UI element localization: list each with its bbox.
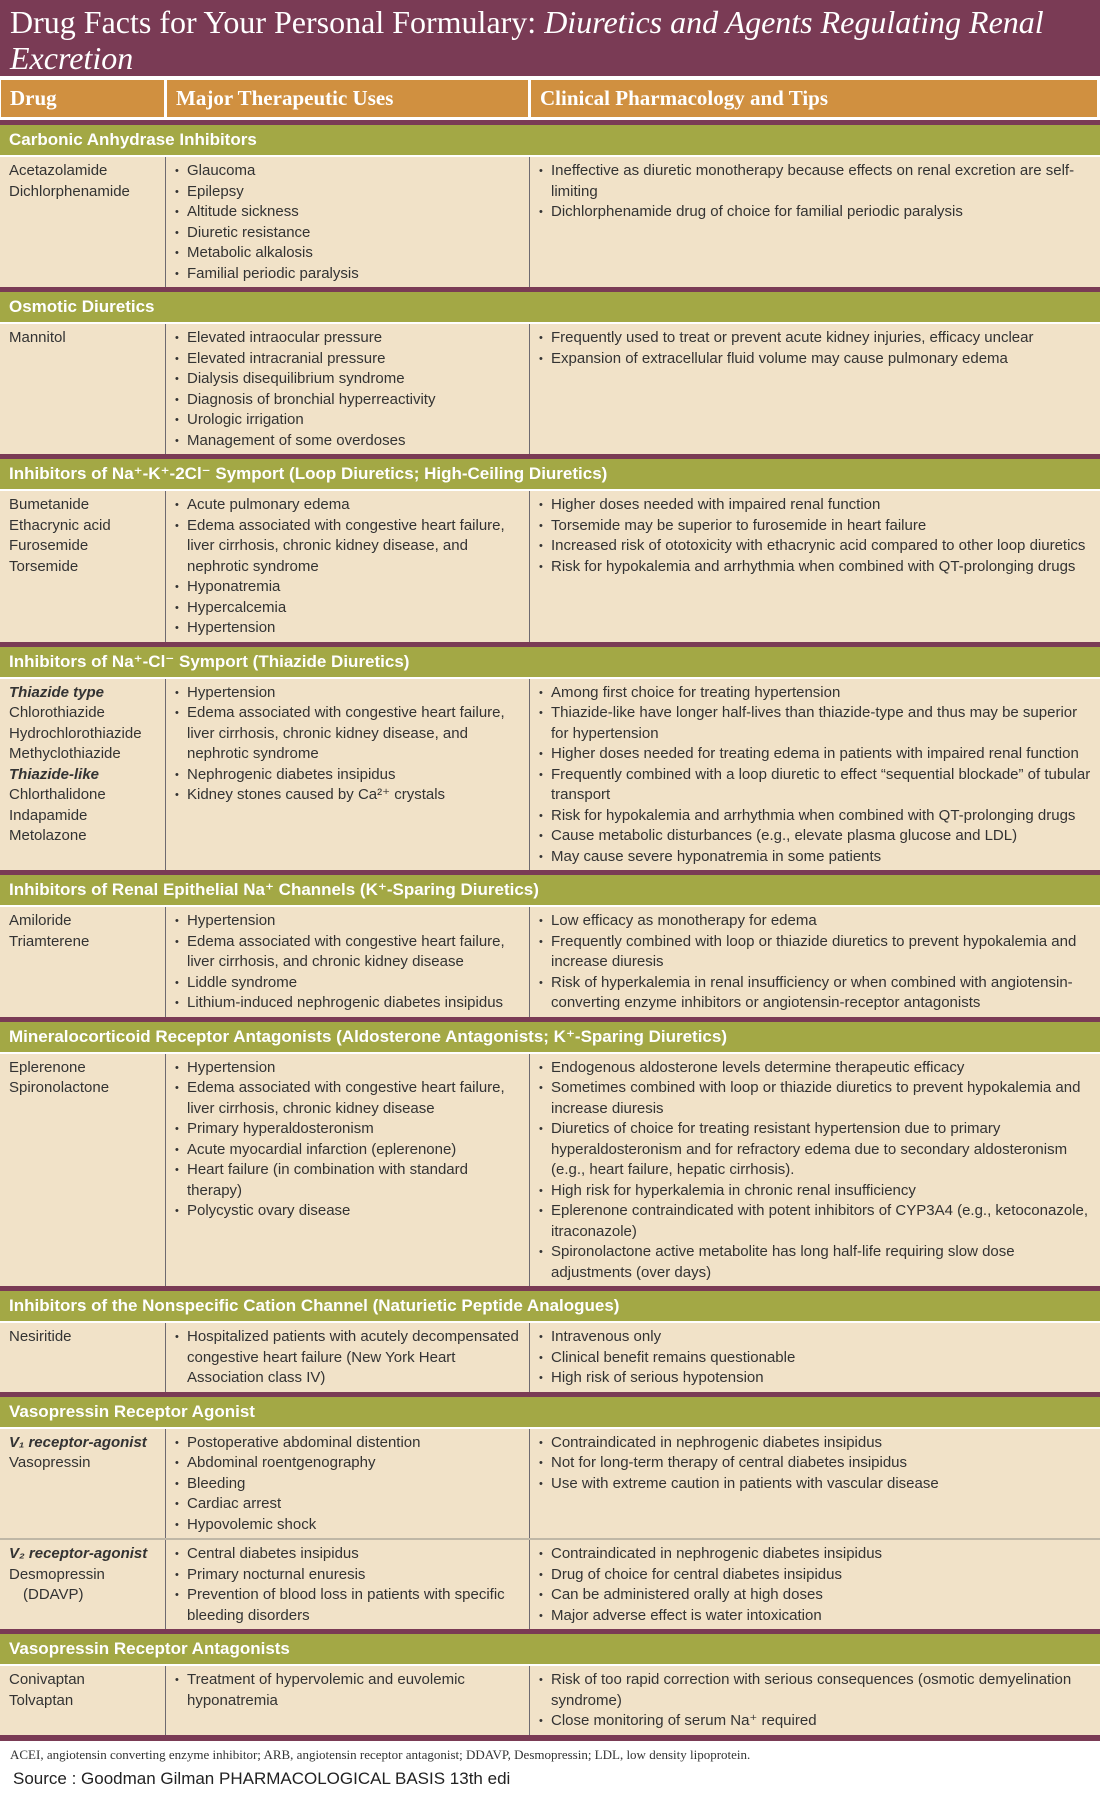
tip-item: • Close monitoring of serum Na⁺ required <box>539 1711 1094 1732</box>
tip-item: • May cause severe hyponatremia in some patients <box>539 847 1094 868</box>
tips-cell <box>530 1323 1100 1392</box>
table-row <box>0 1323 1100 1392</box>
tip-item: • Thiazide-like have longer half-lives than thiazide-type and thus may be superior for hypertension <box>539 703 1094 744</box>
drug-cell <box>0 157 166 287</box>
tip-item: • Low efficacy as monotherapy for edema <box>539 911 1094 932</box>
table-row <box>0 157 1100 287</box>
use-item: • Edema associated with congestive heart failure, liver cirrhosis, chronic kidney disease <box>175 1078 523 1119</box>
tips-cell <box>530 157 1100 287</box>
use-item: • Hypovolemic shock <box>175 1515 523 1536</box>
tips-cell <box>530 324 1100 454</box>
drug-table <box>0 120 1100 1735</box>
uses-list <box>175 683 523 806</box>
section <box>0 120 1100 287</box>
tip-item: • Can be administered orally at high doses <box>539 1585 1094 1606</box>
section <box>0 642 1100 871</box>
drug-name: Desmopressin <box>9 1565 105 1583</box>
tip-item: • Dichlorphenamide drug of choice for familial periodic paralysis <box>539 202 1094 223</box>
tip-item: • Endogenous aldosterone levels determine therapeutic efficacy <box>539 1058 1094 1079</box>
use-item: • Diagnosis of bronchial hyperreactivity <box>175 390 523 411</box>
use-item: • Metabolic alkalosis <box>175 243 523 264</box>
tips-cell <box>530 1054 1100 1287</box>
tip-item: • Higher doses needed for treating edema in patients with impaired renal function <box>539 744 1094 765</box>
drug-name: Methyclothiazide <box>9 745 121 762</box>
drug-name: Amiloride <box>9 912 72 929</box>
section-title: Vasopressin Receptor Antagonists <box>0 1634 1100 1666</box>
drug-name: Nesiritide <box>9 1328 72 1345</box>
drug-cell <box>0 491 166 642</box>
tips-list <box>539 495 1094 577</box>
tips-cell <box>530 907 1100 1017</box>
tip-item: • Major adverse effect is water intoxication <box>539 1606 1094 1627</box>
tips-list <box>539 683 1094 868</box>
section-title: Inhibitors of Na⁺-K⁺-2Cl⁻ Symport (Loop Diuretics; High-Ceiling Diuretics) <box>0 459 1100 491</box>
drug-name: Dichlorphenamide <box>9 182 130 200</box>
use-item: • Abdominal roentgenography <box>175 1453 523 1474</box>
tip-item: • Drug of choice for central diabetes insipidus <box>539 1565 1094 1586</box>
use-item: • Heart failure (in combination with standard therapy) <box>175 1160 523 1201</box>
uses-list <box>175 1544 523 1626</box>
use-item: • Edema associated with congestive heart failure, liver cirrhosis, and chronic kidney disease <box>175 932 523 973</box>
tip-item: • High risk of serious hypotension <box>539 1368 1094 1389</box>
tips-list <box>539 161 1094 223</box>
section <box>0 1629 1100 1735</box>
tip-item: • Contraindicated in nephrogenic diabetes insipidus <box>539 1544 1094 1565</box>
uses-list <box>175 1433 523 1536</box>
table-row <box>0 1429 1100 1539</box>
uses-list <box>175 1670 523 1711</box>
tip-item: • Eplerenone contraindicated with potent inhibitors of CYP3A4 (e.g., ketoconazole, itraconazole) <box>539 1201 1094 1242</box>
tips-list <box>539 911 1094 1014</box>
tips-list <box>539 1544 1094 1626</box>
use-item: • Hypertension <box>175 1058 523 1079</box>
drug-cell <box>0 1666 166 1735</box>
use-item: • Acute myocardial infarction (eplerenone) <box>175 1140 523 1161</box>
use-item: • Postoperative abdominal distention <box>175 1433 523 1454</box>
use-item: • Central diabetes insipidus <box>175 1544 523 1565</box>
drug-cell <box>0 1540 166 1629</box>
uses-list <box>175 1058 523 1222</box>
use-item: • Lithium-induced nephrogenic diabetes insipidus <box>175 993 523 1014</box>
drug-cell <box>0 324 166 454</box>
drug-name: Bumetanide <box>9 496 90 513</box>
use-item: • Acute pulmonary edema <box>175 495 523 516</box>
table-row <box>0 1054 1100 1287</box>
drug-name: Metolazone <box>9 827 87 844</box>
tip-item: • Contraindicated in nephrogenic diabetes insipidus <box>539 1433 1094 1454</box>
uses-cell <box>166 1540 530 1629</box>
drug-name: Torsemide <box>9 557 79 575</box>
tip-item: • Frequently used to treat or prevent acute kidney injuries, efficacy unclear <box>539 328 1094 349</box>
drug-name: Ethacrynic acid <box>9 516 111 534</box>
section-title: Mineralocorticoid Receptor Antagonists (Aldosterone Antagonists; K⁺-Sparing Diuretics) <box>0 1022 1100 1054</box>
tip-item: • High risk for hyperkalemia in chronic renal insufficiency <box>539 1181 1094 1202</box>
drug-name: Chlorthalidone <box>9 786 106 803</box>
drug-name: Acetazolamide <box>9 162 108 179</box>
drug-cell <box>0 907 166 1017</box>
drug-name: Vasopressin <box>9 1454 91 1471</box>
use-item: • Elevated intraocular pressure <box>175 328 523 349</box>
use-item: • Altitude sickness <box>175 202 523 223</box>
use-item: • Dialysis disequilibrium syndrome <box>175 369 523 390</box>
section <box>0 870 1100 1017</box>
use-item: • Glaucoma <box>175 161 523 182</box>
tip-item: • Expansion of extracellular fluid volume may cause pulmonary edema <box>539 349 1094 370</box>
tip-item: • Among first choice for treating hypertension <box>539 683 1094 704</box>
use-item: • Bleeding <box>175 1474 523 1495</box>
tip-item: • Not for long-term therapy of central diabetes insipidus <box>539 1453 1094 1474</box>
uses-cell <box>166 1054 530 1287</box>
tips-list <box>539 328 1094 369</box>
source: Source : Goodman Gilman PHARMACOLOGICAL BASIS 13th edi <box>13 1768 511 1788</box>
table-row <box>0 907 1100 1017</box>
drug-class-label: Thiazide type <box>9 683 105 701</box>
uses-list <box>175 161 523 284</box>
table-row <box>0 491 1100 642</box>
header-drug: Drug <box>1 80 167 117</box>
uses-cell <box>166 907 530 1017</box>
drug-cell <box>0 679 166 871</box>
uses-list <box>175 1327 523 1389</box>
use-item: • Primary nocturnal enuresis <box>175 1565 523 1586</box>
uses-cell <box>166 324 530 454</box>
uses-cell <box>166 1323 530 1392</box>
drug-class-label: V₁ receptor-agonist <box>9 1433 147 1451</box>
use-item: • Epilepsy <box>175 182 523 203</box>
tips-list <box>539 1670 1094 1732</box>
use-item: • Edema associated with congestive heart failure, liver cirrhosis, chronic kidney disease, and nephrotic syndrome <box>175 703 523 765</box>
drug-name: Indapamide <box>9 806 88 824</box>
tips-cell <box>530 1429 1100 1539</box>
tip-item: • Risk for hypokalemia and arrhythmia when combined with QT-prolonging drugs <box>539 806 1094 827</box>
tip-item: • Spironolactone active metabolite has long half-life requiring slow dose adjustments (over days) <box>539 1242 1094 1283</box>
use-item: • Hypercalcemia <box>175 598 523 619</box>
use-item: • Prevention of blood loss in patients with specific bleeding disorders <box>175 1585 523 1626</box>
section-title: Osmotic Diuretics <box>0 292 1100 324</box>
title-main: Drug Facts for Your Personal Formulary: <box>10 4 545 40</box>
tip-item: • Clinical benefit remains questionable <box>539 1348 1094 1369</box>
drug-name: Tolvaptan <box>9 1691 74 1709</box>
use-item: • Diuretic resistance <box>175 223 523 244</box>
tips-list <box>539 1058 1094 1284</box>
table-row <box>0 679 1100 871</box>
drug-name: Furosemide <box>9 537 89 554</box>
drug-name: Spironolactone <box>9 1079 110 1096</box>
uses-list <box>175 328 523 451</box>
tips-list <box>539 1327 1094 1389</box>
tip-item: • Torsemide may be superior to furosemide in heart failure <box>539 516 1094 537</box>
uses-cell <box>166 157 530 287</box>
use-item: • Primary hyperaldosteronism <box>175 1119 523 1140</box>
tips-list <box>539 1433 1094 1495</box>
section-title: Inhibitors of Renal Epithelial Na⁺ Channels (K⁺-Sparing Diuretics) <box>0 875 1100 907</box>
drug-class-label: Thiazide-like <box>9 765 100 783</box>
use-item: • Kidney stones caused by Ca²⁺ crystals <box>175 785 523 806</box>
use-item: • Management of some overdoses <box>175 431 523 452</box>
section <box>0 1017 1100 1287</box>
drug-name: (DDAVP) <box>23 1586 84 1603</box>
page-title <box>0 0 1100 76</box>
drug-cell <box>0 1429 166 1539</box>
drug-name: Eplerenone <box>9 1058 86 1076</box>
section <box>0 287 1100 454</box>
uses-cell <box>166 491 530 642</box>
uses-list <box>175 911 523 1014</box>
use-item: • Treatment of hypervolemic and euvolemic hyponatremia <box>175 1670 523 1711</box>
use-item: • Hypertension <box>175 618 523 639</box>
use-item: • Hypertension <box>175 683 523 704</box>
use-item: • Elevated intracranial pressure <box>175 349 523 370</box>
section <box>0 1392 1100 1630</box>
use-item: • Edema associated with congestive heart failure, liver cirrhosis, chronic kidney disease, and nephrotic syndrome <box>175 516 523 578</box>
use-item: • Nephrogenic diabetes insipidus <box>175 765 523 786</box>
tips-cell <box>530 491 1100 642</box>
section <box>0 1286 1100 1392</box>
drug-cell <box>0 1054 166 1287</box>
tips-cell <box>530 679 1100 871</box>
section-title: Carbonic Anhydrase Inhibitors <box>0 125 1100 157</box>
title-italic: Diuretics and Agents Regulating Renal Excretion <box>10 4 1044 76</box>
tip-item: • Frequently combined with loop or thiazide diuretics to prevent hypokalemia and increase diuresis <box>539 932 1094 973</box>
use-item: • Hyponatremia <box>175 577 523 598</box>
tip-item: • Use with extreme caution in patients with vascular disease <box>539 1474 1094 1495</box>
uses-cell <box>166 1429 530 1539</box>
use-item: • Liddle syndrome <box>175 973 523 994</box>
table-row <box>0 1666 1100 1735</box>
drug-name: Triamterene <box>9 932 90 950</box>
tip-item: • Increased risk of ototoxicity with ethacrynic acid compared to other loop diuretics <box>539 536 1094 557</box>
tip-item: • Risk of hyperkalemia in renal insufficiency or when combined with angiotensin-converting enzyme inhibitors or angiotensin-receptor antagonists <box>539 973 1094 1014</box>
footnote: ACEI, angiotensin converting enzyme inhibitor; ARB, angiotensin receptor antagonist; DDAVP, Desmopressin; LDL, low density lipoprotein. <box>10 1746 751 1762</box>
header-tips: Clinical Pharmacology and Tips <box>531 80 1100 117</box>
drug-cell <box>0 1323 166 1392</box>
table-row <box>0 324 1100 454</box>
tip-item: • Intravenous only <box>539 1327 1094 1348</box>
tip-item: • Risk of too rapid correction with serious consequences (osmotic demyelination syndrome) <box>539 1670 1094 1711</box>
section <box>0 454 1100 642</box>
tip-item: • Sometimes combined with loop or thiazide diuretics to prevent hypokalemia and increase diuresis <box>539 1078 1094 1119</box>
drug-name: Hydrochlorothiazide <box>9 724 142 742</box>
table-row <box>0 1538 1100 1629</box>
use-item: • Familial periodic paralysis <box>175 264 523 285</box>
uses-cell <box>166 1666 530 1735</box>
uses-cell <box>166 679 530 871</box>
tip-item: • Risk for hypokalemia and arrhythmia when combined with QT-prolonging drugs <box>539 557 1094 578</box>
tips-cell <box>530 1540 1100 1629</box>
use-item: • Hypertension <box>175 911 523 932</box>
use-item: • Polycystic ovary disease <box>175 1201 523 1222</box>
drug-class-label: V₂ receptor-agonist <box>9 1545 148 1562</box>
section-title: Inhibitors of Na⁺-Cl⁻ Symport (Thiazide Diuretics) <box>0 647 1100 679</box>
table-header <box>0 76 1100 120</box>
tip-item: • Frequently combined with a loop diuretic to effect “sequential blockade” of tubular transport <box>539 765 1094 806</box>
header-uses: Major Therapeutic Uses <box>167 80 531 117</box>
section-title: Inhibitors of the Nonspecific Cation Channel (Naturietic Peptide Analogues) <box>0 1291 1100 1323</box>
drug-name: Mannitol <box>9 329 66 346</box>
tip-item: • Diuretics of choice for treating resistant hypertension due to primary hyperaldosteronism and for refractory edema due to secondary aldosteronism (e.g., heart failure, hepatic cirrhosis). <box>539 1119 1094 1181</box>
drug-name: Conivaptan <box>9 1671 85 1688</box>
section-title: Vasopressin Receptor Agonist <box>0 1397 1100 1429</box>
tip-item: • Cause metabolic disturbances (e.g., elevate plasma glucose and LDL) <box>539 826 1094 847</box>
tips-cell <box>530 1666 1100 1735</box>
tip-item: • Ineffective as diuretic monotherapy because effects on renal excretion are self-limiting <box>539 161 1094 202</box>
tip-item: • Higher doses needed with impaired renal function <box>539 495 1094 516</box>
drug-name: Chlorothiazide <box>9 704 105 721</box>
use-item: • Cardiac arrest <box>175 1494 523 1515</box>
use-item: • Hospitalized patients with acutely decompensated congestive heart failure (New York Heart Association class IV) <box>175 1327 523 1389</box>
uses-list <box>175 495 523 639</box>
use-item: • Urologic irrigation <box>175 410 523 431</box>
